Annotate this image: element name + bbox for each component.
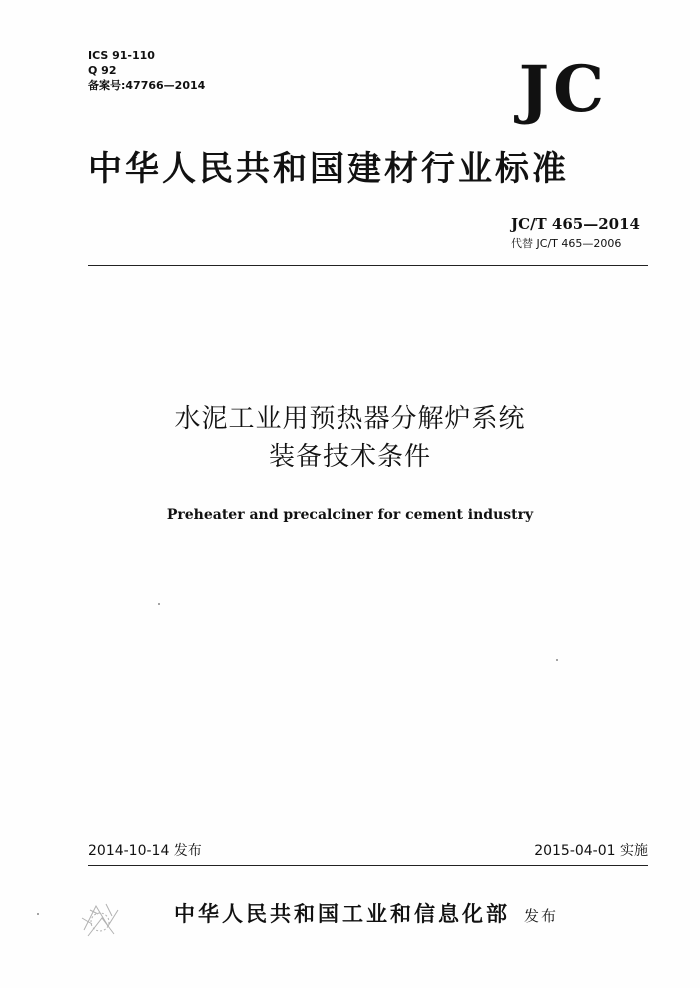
record-number: 备案号:47766—2014: [88, 79, 206, 92]
category-code: Q 92: [88, 64, 117, 77]
effective-date: 2015-04-01 实施: [534, 843, 648, 859]
ics-code: ICS 91-110: [88, 49, 155, 62]
standard-series-title: 中华人民共和国建材行业标准: [88, 149, 569, 189]
issuer-action: 发布: [524, 907, 559, 925]
document-title-line1: 水泥工业用预热器分解炉系统: [174, 404, 526, 434]
issuer-organization: 中华人民共和国工业和信息化部: [174, 901, 510, 926]
issue-date: 2014-10-14 发布: [88, 843, 202, 859]
issuer-block: [174, 898, 558, 928]
standard-code: JC/T 465—2014: [511, 215, 640, 233]
jc-logo: JC: [518, 52, 608, 127]
scan-speck: [158, 603, 160, 605]
document-title-line2: 装备技术条件: [268, 442, 431, 472]
seal-stamp-icon: [78, 896, 126, 944]
top-divider: [88, 265, 648, 266]
scan-speck: [37, 913, 39, 915]
standard-number-block: [511, 215, 640, 251]
scan-speck: [556, 659, 558, 661]
replaces-code: 代替 JC/T 465—2006: [511, 237, 622, 250]
bottom-divider: [88, 865, 648, 866]
classification-block: [88, 48, 205, 93]
document-title-english: Preheater and precalciner for cement industry: [166, 507, 534, 523]
